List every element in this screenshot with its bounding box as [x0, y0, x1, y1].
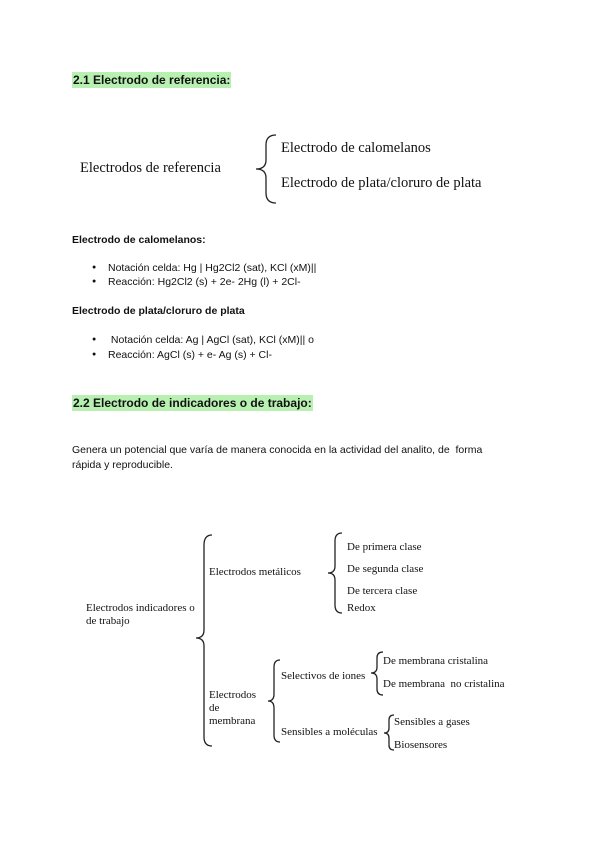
silver-bullet-reaction: ● Reacción: AgCl (s) + e- Ag (s) + Cl-	[108, 349, 272, 361]
silver-bullet-notation: ● Notación celda: Ag | AgCl (sat), KCl (xM)|| o	[108, 334, 314, 346]
ind-molecule-item-2: Biosensores	[394, 739, 448, 751]
ind-membrane-line-2: de	[209, 702, 220, 714]
calomel-bullet-reaction: ● Reacción: Hg2Cl2 (s) + 2e- 2Hg (l) + 2Cl-	[108, 276, 301, 288]
ind-membrane-brace	[268, 660, 280, 742]
calomel-bullet-notation: ● Notación celda: Hg | Hg2Cl2 (sat), KCl (xM)||	[108, 262, 316, 274]
ind-membrane-line-1: Electrodos	[209, 689, 257, 701]
ref-brace	[256, 135, 276, 203]
ind-metallic-item-4: Redox	[347, 602, 376, 614]
ref-diagram-root: Electrodos de referencia	[80, 160, 221, 176]
ind-molecule-item-1: Sensibles a gases	[394, 716, 470, 728]
ref-diagram-branch-calomel: Electrodo de calomelanos	[281, 140, 431, 156]
section-2-2-paragraph-line-2: rápida y reproducible.	[72, 459, 173, 471]
section-2-1-title: 2.1 Electrodo de referencia:	[73, 73, 231, 87]
ind-ion-item-1: De membrana cristalina	[383, 655, 489, 667]
ind-root-line-1: Electrodos indicadores o	[86, 602, 195, 614]
ind-molecule-label: Sensibles a moléculas	[281, 726, 378, 738]
ind-ion-item-2: De membrana no cristalina	[383, 678, 505, 690]
ind-metallic-item-2: De segunda clase	[347, 563, 424, 575]
ind-metallic-brace	[328, 533, 342, 613]
ind-metallic-label: Electrodos metálicos	[209, 566, 301, 578]
ind-ion-brace	[371, 652, 383, 695]
ind-membrane-line-3: membrana	[209, 715, 256, 727]
ind-root-line-2: de trabajo	[86, 615, 130, 627]
ind-metallic-item-1: De primera clase	[347, 541, 422, 553]
ref-diagram-branch-silver: Electrodo de plata/cloruro de plata	[281, 175, 482, 191]
section-2-2-title: 2.2 Electrodo de indicadores o de trabajo:	[73, 396, 312, 410]
ind-molecule-brace	[384, 715, 394, 750]
calomel-heading: Electrodo de calomelanos:	[72, 234, 206, 246]
section-2-2-paragraph-line-1: Genera un potencial que varía de manera conocida en la actividad del analito, de forma	[72, 444, 483, 456]
silver-heading: Electrodo de plata/cloruro de plata	[72, 305, 245, 317]
ind-ion-selective-label: Selectivos de iones	[281, 670, 366, 682]
ind-metallic-item-3: De tercera clase	[347, 585, 418, 597]
ind-main-brace	[196, 535, 212, 746]
